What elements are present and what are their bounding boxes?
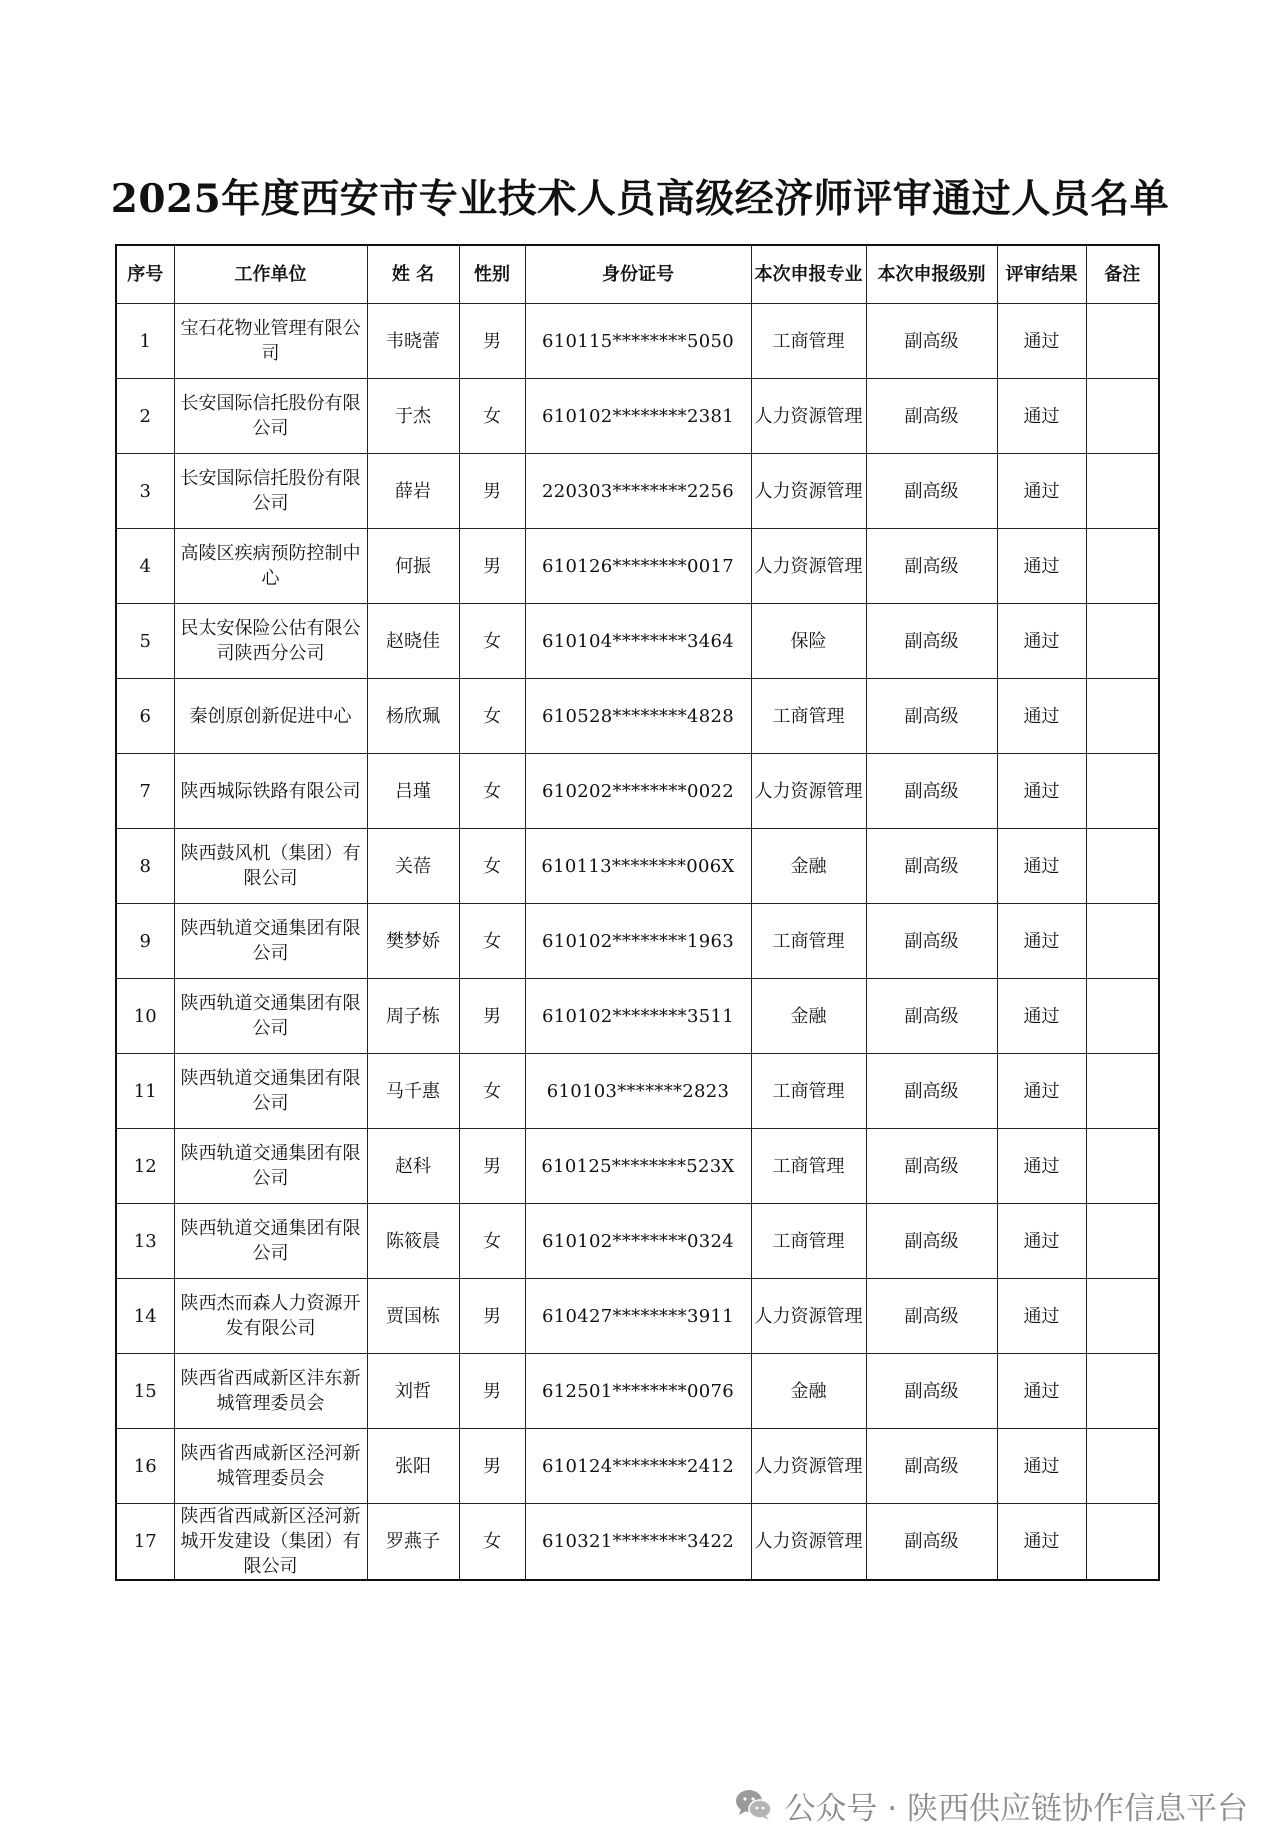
cell-seq: 15 xyxy=(116,1354,174,1429)
cell-gender: 男 xyxy=(459,304,525,379)
cell-level: 副高级 xyxy=(866,1054,997,1129)
cell-result: 通过 xyxy=(997,379,1086,454)
cell-name: 赵晓佳 xyxy=(367,604,459,679)
cell-unit: 陕西城际铁路有限公司 xyxy=(174,754,367,829)
cell-seq: 2 xyxy=(116,379,174,454)
cell-result: 通过 xyxy=(997,1054,1086,1129)
cell-specialty: 人力资源管理 xyxy=(751,454,866,529)
cell-name: 贾国栋 xyxy=(367,1279,459,1354)
cell-remark xyxy=(1086,1279,1159,1354)
roster-table xyxy=(115,244,1160,1581)
cell-seq: 7 xyxy=(116,754,174,829)
cell-gender: 男 xyxy=(459,1129,525,1204)
cell-seq: 10 xyxy=(116,979,174,1054)
cell-specialty: 人力资源管理 xyxy=(751,529,866,604)
cell-result: 通过 xyxy=(997,904,1086,979)
cell-gender: 男 xyxy=(459,1354,525,1429)
cell-gender: 女 xyxy=(459,1054,525,1129)
wechat-icon xyxy=(734,1788,774,1822)
cell-specialty: 工商管理 xyxy=(751,1054,866,1129)
cell-remark xyxy=(1086,304,1159,379)
table-row xyxy=(116,829,1159,904)
table-row xyxy=(116,1054,1159,1129)
cell-remark xyxy=(1086,1504,1159,1581)
table-row xyxy=(116,1354,1159,1429)
cell-gender: 男 xyxy=(459,529,525,604)
cell-specialty: 金融 xyxy=(751,829,866,904)
header-level: 本次申报级别 xyxy=(866,245,997,304)
cell-id-number: 612501********0076 xyxy=(525,1354,751,1429)
cell-level: 副高级 xyxy=(866,1354,997,1429)
cell-remark xyxy=(1086,829,1159,904)
cell-id-number: 610427********3911 xyxy=(525,1279,751,1354)
cell-level: 副高级 xyxy=(866,604,997,679)
cell-id-number: 610202********0022 xyxy=(525,754,751,829)
cell-id-number: 610102********3511 xyxy=(525,979,751,1054)
cell-unit: 高陵区疾病预防控制中心 xyxy=(174,529,367,604)
cell-result: 通过 xyxy=(997,1429,1086,1504)
cell-level: 副高级 xyxy=(866,979,997,1054)
cell-seq: 5 xyxy=(116,604,174,679)
cell-name: 于杰 xyxy=(367,379,459,454)
cell-unit: 陕西轨道交通集团有限公司 xyxy=(174,1054,367,1129)
cell-result: 通过 xyxy=(997,679,1086,754)
cell-remark xyxy=(1086,1204,1159,1279)
cell-specialty: 金融 xyxy=(751,1354,866,1429)
table-row xyxy=(116,1279,1159,1354)
cell-level: 副高级 xyxy=(866,904,997,979)
watermark-text: 公众号 · 陕西供应链协作信息平台 xyxy=(784,1790,1248,1827)
cell-name: 樊梦娇 xyxy=(367,904,459,979)
cell-id-number: 610126********0017 xyxy=(525,529,751,604)
cell-unit: 陕西省西咸新区泾河新城开发建设（集团）有限公司 xyxy=(174,1504,367,1581)
cell-level: 副高级 xyxy=(866,754,997,829)
cell-remark xyxy=(1086,454,1159,529)
cell-unit: 陕西轨道交通集团有限公司 xyxy=(174,1129,367,1204)
cell-specialty: 工商管理 xyxy=(751,1129,866,1204)
table-row xyxy=(116,604,1159,679)
cell-unit: 长安国际信托股份有限公司 xyxy=(174,454,367,529)
cell-id-number: 610102********1963 xyxy=(525,904,751,979)
cell-specialty: 人力资源管理 xyxy=(751,754,866,829)
cell-result: 通过 xyxy=(997,529,1086,604)
header-name: 姓 名 xyxy=(367,245,459,304)
cell-specialty: 人力资源管理 xyxy=(751,1504,866,1581)
cell-remark xyxy=(1086,904,1159,979)
cell-result: 通过 xyxy=(997,1354,1086,1429)
header-result: 评审结果 xyxy=(997,245,1086,304)
page-title: 2025年度西安市专业技术人员高级经济师评审通过人员名单 xyxy=(110,176,1170,222)
cell-remark xyxy=(1086,1129,1159,1204)
cell-remark xyxy=(1086,979,1159,1054)
cell-name: 罗燕子 xyxy=(367,1504,459,1581)
cell-name: 刘哲 xyxy=(367,1354,459,1429)
cell-unit: 陕西省西咸新区泾河新城管理委员会 xyxy=(174,1429,367,1504)
cell-result: 通过 xyxy=(997,454,1086,529)
cell-name: 韦晓蕾 xyxy=(367,304,459,379)
cell-unit: 陕西轨道交通集团有限公司 xyxy=(174,904,367,979)
cell-specialty: 金融 xyxy=(751,979,866,1054)
table-row xyxy=(116,454,1159,529)
cell-name: 何振 xyxy=(367,529,459,604)
header-unit: 工作单位 xyxy=(174,245,367,304)
table-row xyxy=(116,529,1159,604)
table-row xyxy=(116,1204,1159,1279)
cell-specialty: 人力资源管理 xyxy=(751,379,866,454)
cell-level: 副高级 xyxy=(866,1204,997,1279)
cell-level: 副高级 xyxy=(866,829,997,904)
cell-result: 通过 xyxy=(997,304,1086,379)
table-row xyxy=(116,679,1159,754)
table-row xyxy=(116,379,1159,454)
cell-result: 通过 xyxy=(997,1279,1086,1354)
cell-name: 张阳 xyxy=(367,1429,459,1504)
cell-gender: 男 xyxy=(459,1279,525,1354)
cell-seq: 4 xyxy=(116,529,174,604)
table-row xyxy=(116,754,1159,829)
cell-seq: 1 xyxy=(116,304,174,379)
cell-unit: 民太安保险公估有限公司陕西分公司 xyxy=(174,604,367,679)
cell-name: 马千惠 xyxy=(367,1054,459,1129)
cell-result: 通过 xyxy=(997,604,1086,679)
cell-seq: 17 xyxy=(116,1504,174,1581)
cell-unit: 陕西杰而森人力资源开发有限公司 xyxy=(174,1279,367,1354)
cell-gender: 男 xyxy=(459,979,525,1054)
cell-gender: 女 xyxy=(459,1204,525,1279)
cell-result: 通过 xyxy=(997,1504,1086,1581)
cell-level: 副高级 xyxy=(866,529,997,604)
cell-gender: 女 xyxy=(459,1504,525,1581)
cell-result: 通过 xyxy=(997,1204,1086,1279)
cell-level: 副高级 xyxy=(866,1429,997,1504)
cell-seq: 9 xyxy=(116,904,174,979)
cell-unit: 长安国际信托股份有限公司 xyxy=(174,379,367,454)
table-row xyxy=(116,904,1159,979)
cell-gender: 女 xyxy=(459,604,525,679)
cell-id-number: 610102********2381 xyxy=(525,379,751,454)
cell-level: 副高级 xyxy=(866,1279,997,1354)
cell-unit: 陕西轨道交通集团有限公司 xyxy=(174,1204,367,1279)
cell-unit: 宝石花物业管理有限公司 xyxy=(174,304,367,379)
cell-id-number: 610321********3422 xyxy=(525,1504,751,1581)
cell-id-number: 610528********4828 xyxy=(525,679,751,754)
cell-level: 副高级 xyxy=(866,679,997,754)
cell-unit: 秦创原创新促进中心 xyxy=(174,679,367,754)
table-row xyxy=(116,1429,1159,1504)
cell-remark xyxy=(1086,754,1159,829)
header-gender: 性别 xyxy=(459,245,525,304)
cell-gender: 女 xyxy=(459,379,525,454)
cell-level: 副高级 xyxy=(866,1504,997,1581)
cell-specialty: 人力资源管理 xyxy=(751,1429,866,1504)
cell-seq: 14 xyxy=(116,1279,174,1354)
cell-id-number: 220303********2256 xyxy=(525,454,751,529)
cell-name: 周子栋 xyxy=(367,979,459,1054)
cell-unit: 陕西鼓风机（集团）有限公司 xyxy=(174,829,367,904)
cell-specialty: 人力资源管理 xyxy=(751,1279,866,1354)
cell-level: 副高级 xyxy=(866,304,997,379)
cell-remark xyxy=(1086,679,1159,754)
cell-level: 副高级 xyxy=(866,1129,997,1204)
cell-id-number: 610103*******2823 xyxy=(525,1054,751,1129)
cell-remark xyxy=(1086,1429,1159,1504)
table-row xyxy=(116,1504,1159,1581)
cell-specialty: 工商管理 xyxy=(751,1204,866,1279)
cell-seq: 6 xyxy=(116,679,174,754)
cell-remark xyxy=(1086,529,1159,604)
cell-name: 关蓓 xyxy=(367,829,459,904)
cell-seq: 13 xyxy=(116,1204,174,1279)
table-header-row xyxy=(116,245,1159,304)
header-remark: 备注 xyxy=(1086,245,1159,304)
cell-id-number: 610113********006X xyxy=(525,829,751,904)
cell-seq: 16 xyxy=(116,1429,174,1504)
roster-body xyxy=(116,304,1159,1581)
cell-result: 通过 xyxy=(997,1129,1086,1204)
cell-name: 吕瑾 xyxy=(367,754,459,829)
cell-id-number: 610124********2412 xyxy=(525,1429,751,1504)
cell-gender: 女 xyxy=(459,754,525,829)
watermark xyxy=(734,1785,1248,1825)
cell-specialty: 工商管理 xyxy=(751,904,866,979)
table-row xyxy=(116,304,1159,379)
cell-specialty: 工商管理 xyxy=(751,304,866,379)
cell-unit: 陕西轨道交通集团有限公司 xyxy=(174,979,367,1054)
table-row xyxy=(116,1129,1159,1204)
cell-remark xyxy=(1086,1354,1159,1429)
cell-gender: 男 xyxy=(459,1429,525,1504)
cell-id-number: 610125********523X xyxy=(525,1129,751,1204)
cell-remark xyxy=(1086,604,1159,679)
cell-name: 陈筱晨 xyxy=(367,1204,459,1279)
cell-level: 副高级 xyxy=(866,454,997,529)
cell-name: 薛岩 xyxy=(367,454,459,529)
header-specialty: 本次申报专业 xyxy=(751,245,866,304)
cell-specialty: 保险 xyxy=(751,604,866,679)
cell-level: 副高级 xyxy=(866,379,997,454)
cell-id-number: 610102********0324 xyxy=(525,1204,751,1279)
cell-gender: 女 xyxy=(459,829,525,904)
cell-result: 通过 xyxy=(997,829,1086,904)
cell-unit: 陕西省西咸新区沣东新城管理委员会 xyxy=(174,1354,367,1429)
cell-gender: 男 xyxy=(459,454,525,529)
table-row xyxy=(116,979,1159,1054)
cell-specialty: 工商管理 xyxy=(751,679,866,754)
cell-id-number: 610104********3464 xyxy=(525,604,751,679)
cell-seq: 8 xyxy=(116,829,174,904)
cell-seq: 12 xyxy=(116,1129,174,1204)
cell-seq: 3 xyxy=(116,454,174,529)
cell-name: 杨欣珮 xyxy=(367,679,459,754)
cell-seq: 11 xyxy=(116,1054,174,1129)
cell-gender: 女 xyxy=(459,679,525,754)
cell-result: 通过 xyxy=(997,979,1086,1054)
cell-id-number: 610115********5050 xyxy=(525,304,751,379)
header-seq: 序号 xyxy=(116,245,174,304)
cell-remark xyxy=(1086,379,1159,454)
header-id: 身份证号 xyxy=(525,245,751,304)
cell-gender: 女 xyxy=(459,904,525,979)
cell-name: 赵科 xyxy=(367,1129,459,1204)
cell-remark xyxy=(1086,1054,1159,1129)
cell-result: 通过 xyxy=(997,754,1086,829)
